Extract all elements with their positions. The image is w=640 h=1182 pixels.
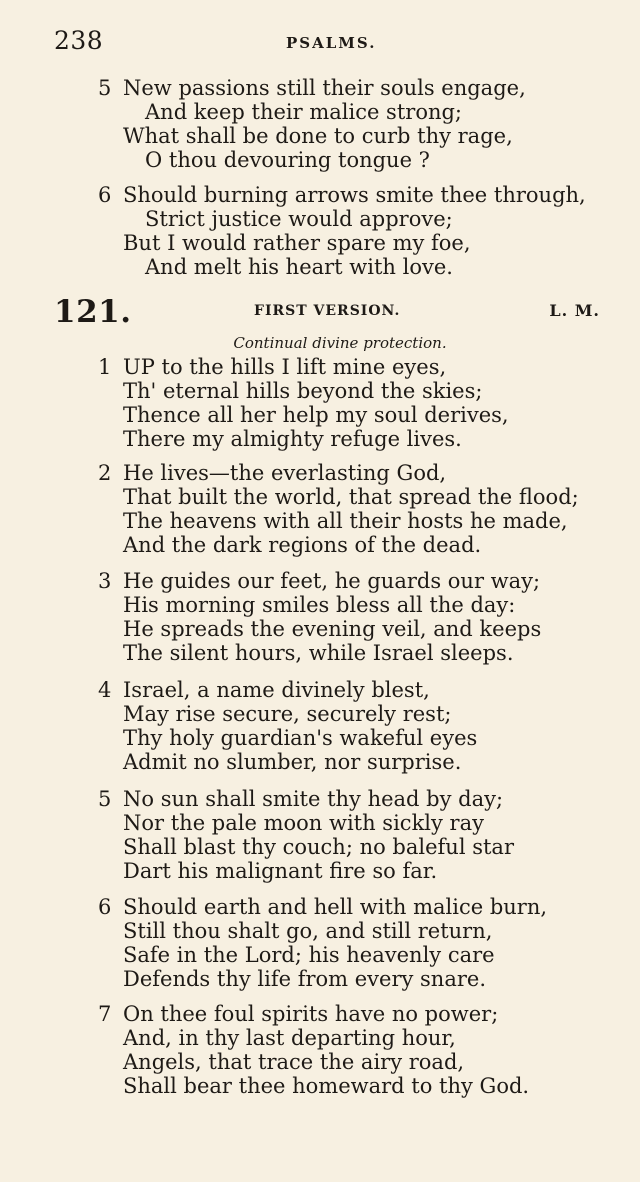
previous-stanza xyxy=(0,76,640,172)
verse-line xyxy=(0,355,640,379)
stanza xyxy=(0,787,640,883)
verse-text: And keep their malice strong; xyxy=(145,100,462,124)
verse-line xyxy=(0,617,640,641)
verse-text: That built the world, that spread the flood; xyxy=(123,485,579,509)
verse-text: He guides our feet, he guards our way; xyxy=(123,569,541,593)
stanza xyxy=(0,569,640,665)
psalm-heading xyxy=(54,294,600,330)
verse-text: His morning smiles bless all the day: xyxy=(123,593,516,617)
verse-text: Nor the pale moon with sickly ray xyxy=(123,811,484,835)
verse-text: Th' eternal hills beyond the skies; xyxy=(123,379,483,403)
verse-text: Admit no slumber, nor surprise. xyxy=(123,750,462,774)
verse-line xyxy=(0,231,640,255)
verse-line xyxy=(0,835,640,859)
meter-label: L. M. xyxy=(549,301,600,320)
verse-line xyxy=(0,427,640,451)
stanza xyxy=(0,895,640,991)
verse-text: Thy holy guardian's wakeful eyes xyxy=(123,726,478,750)
verse-line xyxy=(0,485,640,509)
previous-stanza xyxy=(0,183,640,279)
verse-text: Still thou shalt go, and still return, xyxy=(123,919,493,943)
stanza-number: 6 xyxy=(98,183,112,207)
verse-text: Should burning arrows smite thee through, xyxy=(123,183,586,207)
verse-line xyxy=(0,124,640,148)
stanza-number: 5 xyxy=(98,76,112,100)
verse-text: Safe in the Lord; his heavenly care xyxy=(123,943,495,967)
stanza-number: 6 xyxy=(98,895,112,919)
verse-line xyxy=(0,461,640,485)
verse-line xyxy=(0,678,640,702)
verse-text: Shall bear thee homeward to thy God. xyxy=(123,1074,530,1098)
verse-line xyxy=(0,76,640,100)
verse-text: New passions still their souls engage, xyxy=(123,76,526,100)
verse-text: There my almighty refuge lives. xyxy=(123,427,462,451)
verse-text: He lives—the everlasting God, xyxy=(123,461,447,485)
verse-line xyxy=(0,207,640,231)
verse-line xyxy=(0,533,640,557)
verse-text: Thence all her help my soul derives, xyxy=(123,403,509,427)
verse-line xyxy=(0,895,640,919)
verse-text: Dart his malignant fire so far. xyxy=(123,859,438,883)
verse-text: But I would rather spare my foe, xyxy=(123,231,471,255)
verse-text: Strict justice would approve; xyxy=(145,207,453,231)
verse-line xyxy=(0,1074,640,1098)
verse-line xyxy=(0,967,640,991)
verse-text: The silent hours, while Israel sleeps. xyxy=(123,641,514,665)
stanza-number: 3 xyxy=(98,569,112,593)
verse-text: On thee foul spirits have no power; xyxy=(123,1002,499,1026)
version-label: FIRST VERSION. xyxy=(254,303,401,319)
stanza-number: 7 xyxy=(98,1002,112,1026)
verse-line xyxy=(0,403,640,427)
stanza xyxy=(0,678,640,774)
page-header xyxy=(54,26,600,60)
running-head: PSALMS. xyxy=(286,34,377,52)
verse-line xyxy=(0,379,640,403)
verse-line xyxy=(0,100,640,124)
verse-line xyxy=(0,943,640,967)
stanza-number: 4 xyxy=(98,678,112,702)
verse-text: Israel, a name divinely blest, xyxy=(123,678,430,702)
verse-text: No sun shall smite thy head by day; xyxy=(123,787,504,811)
verse-line xyxy=(0,593,640,617)
stanza-number: 2 xyxy=(98,461,112,485)
verse-line xyxy=(0,1050,640,1074)
stanza-number: 1 xyxy=(98,355,112,379)
verse-text: And the dark regions of the dead. xyxy=(123,533,482,557)
verse-text: UP to the hills I lift mine eyes, xyxy=(123,355,447,379)
verse-line xyxy=(0,641,640,665)
psalm-subtitle: Continual divine protection. xyxy=(233,334,447,352)
verse-text: Angels, that trace the airy road, xyxy=(123,1050,465,1074)
verse-text: And melt his heart with love. xyxy=(145,255,453,279)
verse-text: O thou devouring tongue ? xyxy=(145,148,430,172)
page-number: 238 xyxy=(54,26,104,55)
verse-text: Defends thy life from every snare. xyxy=(123,967,486,991)
verse-line xyxy=(0,1026,640,1050)
verse-line xyxy=(0,726,640,750)
verse-text: He spreads the evening veil, and keeps xyxy=(123,617,542,641)
stanza xyxy=(0,461,640,557)
verse-line xyxy=(0,148,640,172)
verse-text: The heavens with all their hosts he made, xyxy=(123,509,568,533)
stanza xyxy=(0,1002,640,1098)
verse-line xyxy=(0,750,640,774)
verse-line xyxy=(0,859,640,883)
verse-line xyxy=(0,919,640,943)
stanza xyxy=(0,355,640,451)
verse-line xyxy=(0,787,640,811)
verse-text: And, in thy last departing hour, xyxy=(123,1026,456,1050)
verse-text: May rise secure, securely rest; xyxy=(123,702,452,726)
verse-line xyxy=(0,255,640,279)
verse-text: Should earth and hell with malice burn, xyxy=(123,895,548,919)
verse-line xyxy=(0,569,640,593)
verse-line xyxy=(0,702,640,726)
verse-line xyxy=(0,811,640,835)
verse-line xyxy=(0,1002,640,1026)
verse-line xyxy=(0,509,640,533)
verse-line xyxy=(0,183,640,207)
stanza-number: 5 xyxy=(98,787,112,811)
verse-text: Shall blast thy couch; no baleful star xyxy=(123,835,514,859)
psalm-number: 121. xyxy=(54,294,132,330)
verse-text: What shall be done to curb thy rage, xyxy=(123,124,513,148)
